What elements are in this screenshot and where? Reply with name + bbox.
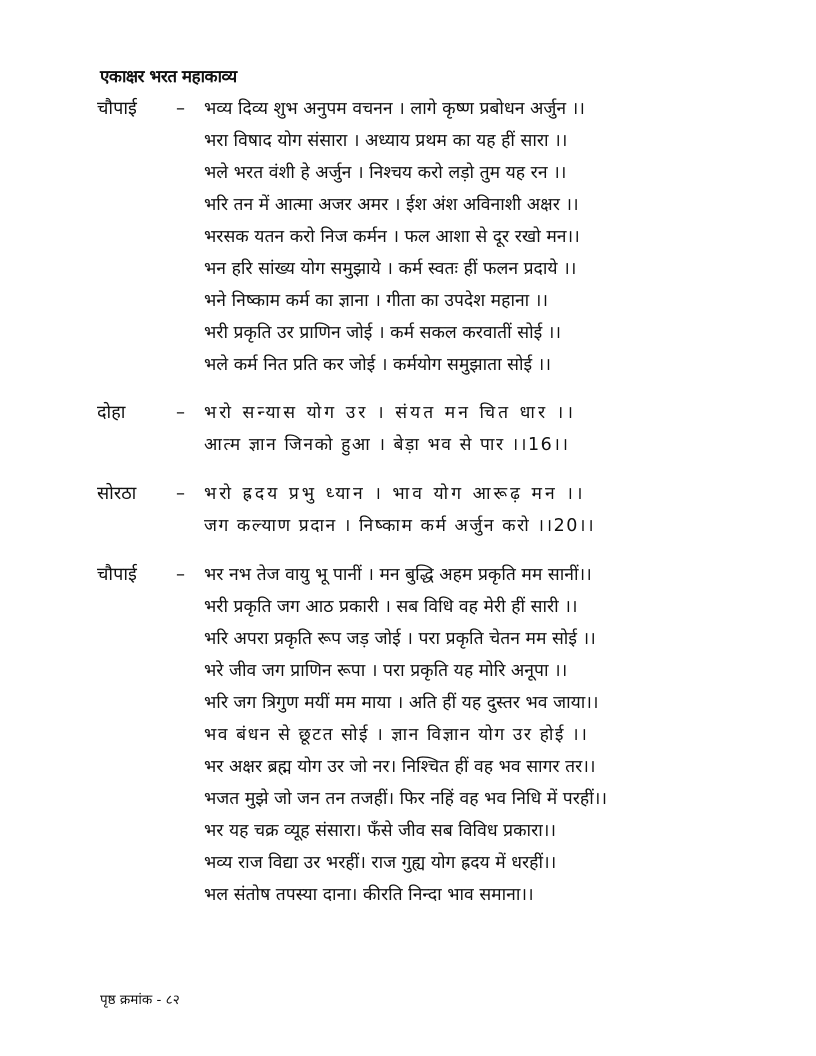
verse-line: भरो सन्यास योग उर । संयत मन चित धार ।। (204, 403, 576, 423)
verse-line: भने निष्काम कर्म का ज्ञाना । गीता का उपदेश महाना ।। (204, 291, 549, 311)
dash-separator: – (176, 402, 185, 423)
verse-line: भव्य दिव्य शुभ अनुपम वचनन । लागे कृष्ण प्रबोधन अर्जुन ।। (204, 99, 585, 119)
verse-line: भरि जग त्रिगुण मयीं मम माया । अति हीं यह दुस्तर भव जाया।। (204, 693, 599, 713)
dash-separator: – (176, 564, 185, 585)
verse-line: भव बंधन से छूटत सोई । ज्ञान विज्ञान योग उर होई ।। (204, 725, 589, 745)
verse-line: भर यह चक्र व्यूह संसारा। फँसे जीव सब विविध प्रकारा।। (204, 821, 557, 841)
verse-line: भव्य राज विद्या उर भरहीं। राज गुह्य योग ह्रदय में धरहीं।। (204, 853, 557, 873)
verse-lines (204, 559, 724, 911)
verse-line: भरे जीव जग प्राणिन रूपा । परा प्रकृति यह मोरि अनूपा ।। (204, 661, 568, 681)
verse-line: आत्म ज्ञान जिनको हुआ । बेड़ा भव से पार ।।16।। (204, 435, 570, 455)
verse-type-label: चौपाई (97, 564, 137, 585)
verse-line: भरी प्रकृति उर प्राणिन जोई । कर्म सकल करवातीं सोई ।। (204, 323, 562, 343)
verse-line: भले कर्म नित प्रति कर जोई । कर्मयोग समुझाता सोई ।। (204, 355, 551, 375)
verse-line: भरि तन में आत्मा अजर अमर । ईश अंश अविनाशी अक्षर ।। (204, 195, 579, 215)
verse-line: भरि अपरा प्रकृति रूप जड़ जोई । परा प्रकृति चेतन मम सोई ।। (204, 629, 596, 649)
dash-separator: – (176, 483, 185, 504)
verse-line: भजत मुझे जो जन तन तजहीं। फिर नहिं वह भव निधि में परहीं।। (204, 789, 607, 809)
verse-type-label: चौपाई (97, 98, 137, 119)
verse-line: भले भरत वंशी हे अर्जुन । निश्चय करो लड़ो तुम यह रन ।। (204, 163, 567, 183)
verse-lines (204, 478, 724, 542)
verse-line: भर नभ तेज वायु भू पानीं । मन बुद्धि अहम प्रकृति मम सानीं।। (204, 565, 592, 585)
verse-line: भर अक्षर ब्रह्म योग उर जो नर। निश्चित हीं वह भव सागर तर।। (204, 757, 596, 777)
verse-line: भन हरि सांख्य योग समुझाये । कर्म स्वतः हीं फलन प्रदाये ।। (204, 259, 577, 279)
verse-line: भल संतोष तपस्या दाना। कीरति निन्दा भाव समाना।। (204, 885, 534, 905)
verse-line: भरा विषाद योग संसारा । अध्याय प्रथम का यह हीं सारा ।। (204, 131, 568, 151)
verse-line: जग कल्याण प्रदान । निष्काम कर्म अर्जुन करो ।।20।। (204, 516, 596, 536)
verse-type-label: दोहा (97, 402, 126, 423)
verse-line: भरो ह्रदय प्रभु ध्यान । भाव योग आरूढ़ मन ।। (204, 484, 586, 504)
verse-lines (204, 93, 724, 381)
page-number-footer: पृष्ठ क्रमांक - ८२ (100, 992, 180, 1008)
verse-line: भरी प्रकृति जग आठ प्रकारी । सब विधि वह मेरी हीं सारी ।। (204, 597, 578, 617)
book-title: एकाक्षर भरत महाकाव्य (100, 67, 237, 87)
dash-separator: – (176, 98, 185, 119)
verse-line: भरसक यतन करो निज कर्मन । फल आशा से दूर रखो मन।। (204, 227, 580, 247)
verse-type-label: सोरठा (97, 483, 137, 504)
verse-lines (204, 397, 724, 461)
